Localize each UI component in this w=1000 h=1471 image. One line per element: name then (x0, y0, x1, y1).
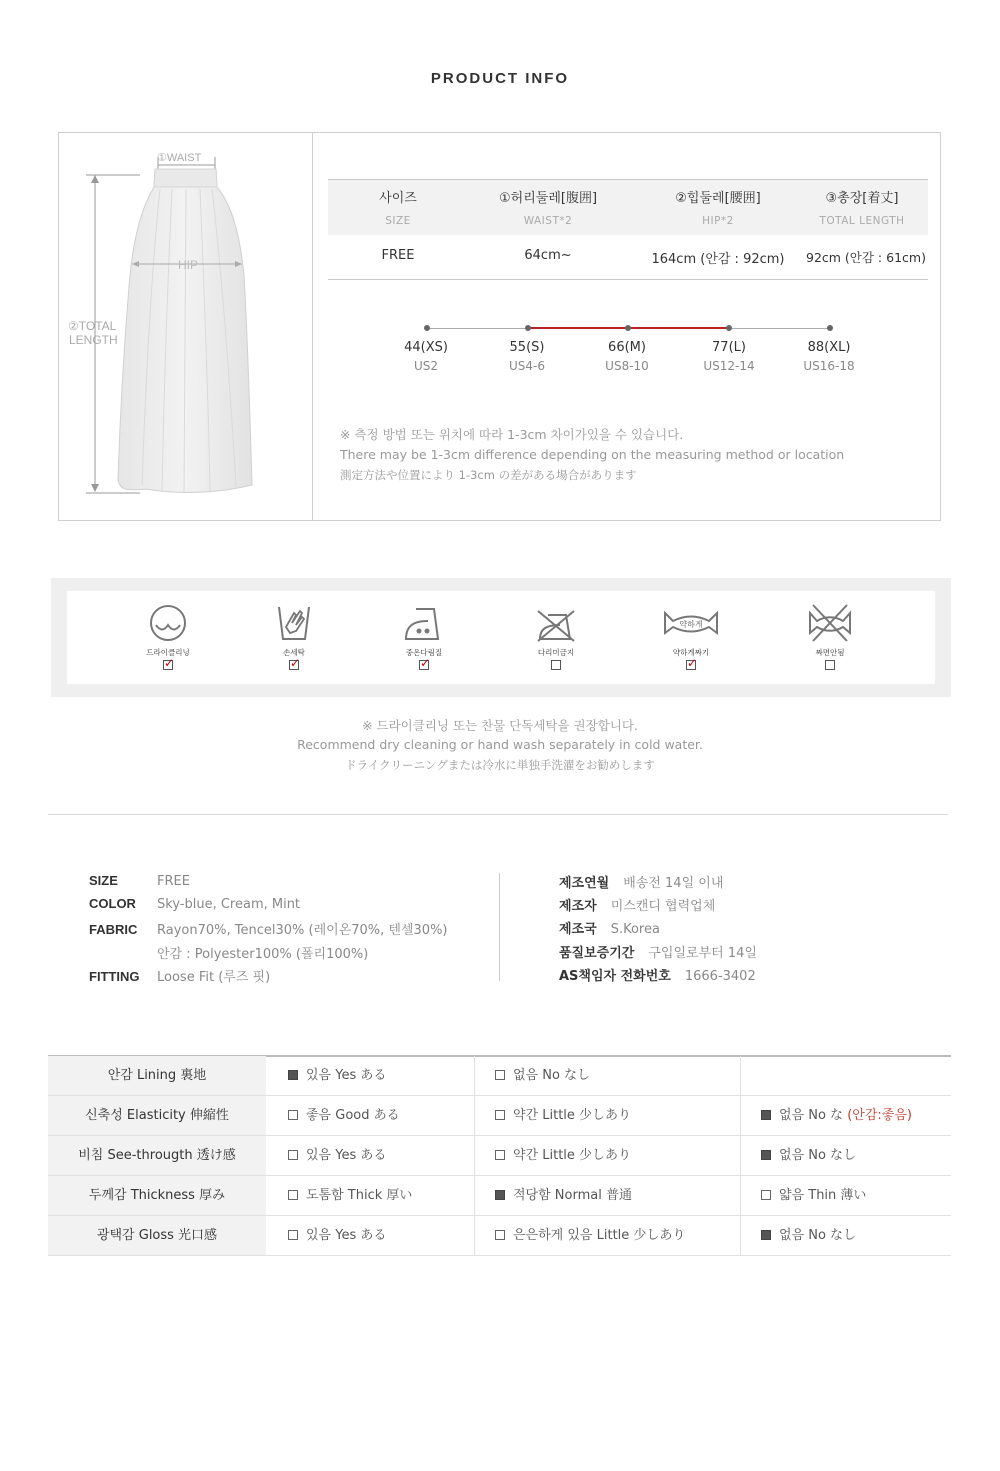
info-value: 구입일로부터 14일 (648, 946, 757, 961)
fabric-option (288, 1216, 386, 1255)
info-key: 제조연월 (559, 876, 610, 891)
fabric-row-gloss (48, 1216, 951, 1256)
care-checkbox (289, 660, 299, 670)
care-note-ko: ※ 드라이클리닝 또는 찬물 단독세탁을 권장합니다. (362, 718, 638, 733)
spec-fabric (89, 919, 448, 938)
size-table-rule (328, 279, 928, 280)
fabric-row-head: 광택감 Gloss 光口感 (48, 1216, 266, 1255)
care-dry-clean (123, 601, 213, 670)
option-checkbox (495, 1070, 505, 1080)
spec-value: Loose Fit (루즈 핏) (157, 970, 271, 985)
cell-divider (474, 1136, 475, 1176)
option-checkbox (761, 1230, 771, 1240)
fabric-option (761, 1216, 856, 1255)
option-label: 있음 Yes ある (306, 1148, 387, 1163)
no-wring-icon (805, 601, 855, 645)
care-checkbox (686, 660, 696, 670)
gentle-wring-icon (661, 601, 721, 645)
care-no-wring (785, 601, 875, 670)
spec-key: FITTING (89, 969, 140, 984)
care-hand-wash (249, 601, 339, 670)
scale-dot (525, 325, 531, 331)
scale-us: US8-10 (605, 359, 649, 373)
scale-label (391, 340, 461, 373)
option-checkbox (288, 1150, 298, 1160)
option-label: 없음 No なし (779, 1228, 857, 1243)
hand-wash-icon (272, 601, 316, 645)
spec-value: FREE (157, 874, 190, 889)
option-label: 약간 Little 少しあり (513, 1108, 632, 1123)
info-key: AS책임자 전화번호 (559, 969, 671, 984)
cell-divider (740, 1056, 741, 1096)
scale-us: US12-14 (703, 359, 755, 373)
option-label: 없음 No なし (513, 1068, 591, 1083)
scale-dot (625, 325, 631, 331)
scale-dot (424, 325, 430, 331)
info-key: 품질보증기간 (559, 946, 635, 961)
cell-divider (740, 1216, 741, 1256)
scale-dot (726, 325, 732, 331)
measure-note-en: There may be 1-3cm difference depending on the measuring method or location (340, 447, 845, 462)
fabric-row-head: 두께감 Thickness 厚み (48, 1176, 266, 1215)
header-en: TOTAL LENGTH (819, 215, 905, 227)
info-value: 미스캔디 협력업체 (610, 899, 716, 914)
option-checkbox (495, 1150, 505, 1160)
care-label: 손세탁 (283, 648, 305, 657)
fabric-row-thickness (48, 1176, 951, 1216)
option-label: 없음 No な (779, 1108, 844, 1123)
option-label: 얇음 Thin 薄い (779, 1188, 867, 1203)
fabric-option (495, 1216, 685, 1255)
spec-divider (499, 873, 500, 981)
care-label: 중온다림질 (405, 648, 443, 657)
option-checkbox (761, 1150, 771, 1160)
header-en: HIP*2 (702, 215, 734, 227)
option-checkbox (761, 1190, 771, 1200)
measure-note-ko: ※ 측정 방법 또는 위치에 따라 1-3cm 차이가있을 수 있습니다. (340, 427, 684, 442)
option-checkbox (288, 1190, 298, 1200)
value-hip: 164cm (안감 : 92cm) (651, 252, 785, 267)
fabric-row-head: 비침 See-througth 透け感 (48, 1136, 266, 1175)
care-checkbox (825, 660, 835, 670)
fabric-option (495, 1176, 632, 1215)
scale-label (492, 340, 562, 373)
option-extra-note: (안감:좋음) (847, 1108, 912, 1123)
length-label: ②TOTAL (68, 319, 117, 333)
spec-size (89, 873, 190, 889)
fabric-row-lining (48, 1056, 951, 1096)
option-checkbox (288, 1070, 298, 1080)
info-value: S.Korea (610, 922, 660, 937)
option-label: 도톰함 Thick 厚い (306, 1188, 413, 1203)
option-checkbox (288, 1230, 298, 1240)
fabric-option (495, 1096, 631, 1135)
scale-dot (827, 325, 833, 331)
option-label: 있음 Yes ある (306, 1068, 387, 1083)
header-ko: ②힙둘레[腰囲] (675, 191, 761, 206)
fabric-option (495, 1056, 590, 1095)
spec-key: FABRIC (89, 922, 138, 937)
info-value: 배송전 14일 이내 (623, 876, 724, 891)
box-divider (312, 133, 313, 520)
care-label: 드라이클리닝 (146, 648, 190, 657)
scale-us: US16-18 (803, 359, 855, 373)
value-length: 92cm (안감 : 61cm) (806, 250, 926, 265)
scale-us: US4-6 (509, 359, 545, 373)
cell-divider (740, 1136, 741, 1176)
measure-note-ja: 測定方法や位置により 1-3cm の差がある場合があります (340, 468, 637, 482)
scale-label (694, 340, 764, 373)
waist-label: ①WAIST (157, 152, 202, 164)
cell-divider (740, 1176, 741, 1216)
info-row (559, 895, 715, 914)
scale-us: US2 (413, 359, 439, 373)
cell-divider (474, 1056, 475, 1096)
spec-value: Sky-blue, Cream, Mint (157, 897, 301, 912)
option-checkbox (495, 1190, 505, 1200)
info-row (559, 965, 756, 984)
spec-value: Rayon70%, Tencel30% (레이온70%, 텐셀30%) (157, 923, 448, 938)
care-inner (67, 591, 935, 684)
spec-value: 안감 : Polyester100% (폴리100%) (157, 947, 369, 962)
fabric-option (495, 1136, 631, 1175)
option-label: 좋음 Good ある (306, 1108, 400, 1123)
info-key: 제조자 (559, 899, 597, 914)
info-value: 1666-3402 (684, 969, 756, 984)
scale-kr: 44(XS) (404, 340, 448, 355)
spec-lining (157, 943, 368, 962)
header-ko: ①허리둘레[腹囲] (498, 191, 598, 206)
care-label: 다리미금지 (537, 648, 575, 657)
fabric-row-see-through (48, 1136, 951, 1176)
option-checkbox (495, 1110, 505, 1120)
care-no-iron (511, 601, 601, 670)
option-checkbox (761, 1110, 771, 1120)
header-en: WAIST*2 (523, 215, 573, 227)
gentle-wring-text: 약하게 (679, 620, 703, 629)
care-checkbox (419, 660, 429, 670)
fabric-option (288, 1176, 412, 1215)
scale-label (794, 340, 864, 373)
care-checkbox (551, 660, 561, 670)
value-waist: 64cm~ (524, 248, 572, 263)
scale-kr: 88(XL) (807, 340, 851, 355)
spec-color (89, 896, 300, 912)
cell-divider (474, 1096, 475, 1136)
scale-kr: 55(S) (509, 340, 545, 355)
option-label: 약간 Little 少しあり (513, 1148, 632, 1163)
cell-divider (474, 1176, 475, 1216)
header-en: SIZE (385, 215, 411, 227)
size-table (328, 179, 928, 280)
fabric-row-head: 신축성 Elasticity 伸縮性 (48, 1096, 266, 1135)
fabric-row-head: 안감 Lining 裏地 (48, 1056, 266, 1095)
fabric-option (288, 1056, 386, 1095)
header-ko: ③총장[着丈] (825, 191, 899, 206)
info-row (559, 872, 723, 891)
care-note-ja: ドライクリーニングまたは冷水に単独手洗濯をお勧めします (345, 758, 655, 772)
option-label: 적당함 Normal 普通 (513, 1188, 632, 1203)
no-iron-icon (534, 601, 578, 645)
cell-divider (474, 1216, 475, 1256)
iron-medium-icon (402, 601, 446, 645)
care-label: 짜면안됨 (815, 648, 845, 657)
fabric-option (761, 1176, 866, 1215)
hip-label: HIP (178, 258, 199, 272)
option-checkbox (288, 1110, 298, 1120)
fabric-row-elasticity (48, 1096, 951, 1136)
length-label-2: LENGTH (69, 333, 118, 347)
dry-clean-icon (146, 601, 190, 645)
option-label: 은은하게 있음 Little 少しあり (513, 1228, 686, 1243)
info-row (559, 942, 757, 961)
care-gentle-wring (646, 601, 736, 670)
care-note-en: Recommend dry cleaning or hand wash separately in cold water. (297, 737, 703, 752)
care-checkbox (163, 660, 173, 670)
option-label: 있음 Yes ある (306, 1228, 387, 1243)
fabric-option (761, 1136, 856, 1175)
spec-fitting (89, 966, 270, 985)
fabric-option (288, 1136, 386, 1175)
value-size: FREE (381, 248, 415, 263)
header-ko: 사이즈 (379, 191, 417, 206)
page-title: PRODUCT INFO (430, 70, 570, 87)
info-row (559, 918, 660, 937)
spec-key: SIZE (89, 873, 118, 888)
fabric-option (288, 1096, 400, 1135)
cell-divider (740, 1096, 741, 1136)
section-divider (48, 814, 948, 815)
info-key: 제조국 (559, 922, 597, 937)
option-label: 없음 No なし (779, 1148, 857, 1163)
scale-kr: 77(L) (712, 340, 746, 355)
fabric-option (761, 1096, 912, 1135)
spec-key: COLOR (89, 896, 136, 911)
scale-kr: 66(M) (608, 340, 646, 355)
care-iron (379, 601, 469, 670)
care-label: 약하게짜기 (672, 648, 710, 657)
scale-label (592, 340, 662, 373)
option-checkbox (495, 1230, 505, 1240)
